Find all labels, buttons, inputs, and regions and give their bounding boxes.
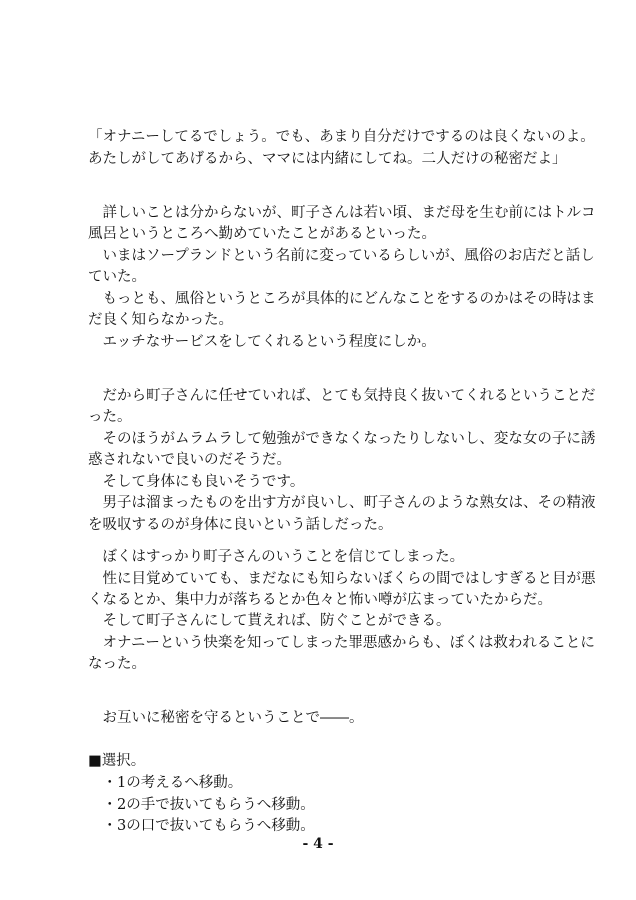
text-line: そして町子さんにして貰えれば、防ぐことができる。: [88, 613, 451, 629]
text-line: あたしがしてあげるから、ママには内緒にしてね。二人だけの秘密だよ」: [88, 151, 567, 167]
text-line: お互いに秘密を守るということで――。: [88, 710, 364, 726]
text-line: 詳しいことは分からないが、町子さんは若い頃、まだ母を生む前にはトルコ: [88, 205, 596, 221]
text-line: オナニーという快楽を知ってしまった罪悪感からも、ぼくは救われることに: [88, 635, 595, 651]
text-line: くなるとか、集中力が落ちるとか色々と怖い噂が広まっていたからだ。: [88, 592, 552, 608]
text-line: 「オナニーしてるでしょう。でも、あまり自分だけでするのは良くないのよ。: [88, 129, 595, 145]
text-line: そのほうがムラムラして勉強ができなくなったりしないし、変な女の子に誘: [88, 431, 596, 447]
text-line: 風呂というところへ勤めていたことがあるといった。: [88, 226, 436, 242]
text-line: だ良く知らなかった。: [88, 312, 233, 328]
text-line: だから町子さんに任せていれば、とても気持良く抜いてくれるということだ: [88, 388, 596, 404]
text-line: ていた。: [88, 269, 146, 285]
text-line: 男子は溜まったものを出す方が良いし、町子さんのような熟女は、その精液: [88, 495, 596, 511]
text-line: いまはソープランドという名前に変っているらしいが、風俗のお店だと話し: [88, 248, 595, 264]
text-line: もっとも、風俗というところが具体的にどんなことをするのかはその時はま: [88, 291, 596, 307]
text-line: なった。: [88, 656, 146, 672]
page-number: - 4 -: [302, 836, 334, 852]
text-line: エッチなサービスをしてくれるという程度にしか。: [88, 334, 436, 350]
text-line: 惑されないで良いのだそうだ。: [88, 452, 291, 468]
text-line: そして身体にも良いそうです。: [88, 474, 305, 490]
choice-item: ・3の口で抜いてもらうへ移動。: [88, 818, 315, 834]
text-line: 性に目覚めていても、まだなにも知らないぼくらの間ではしすぎると目が悪: [88, 571, 596, 587]
choice-heading: ■選択。: [88, 753, 146, 769]
choice-item: ・1の考えるへ移動。: [88, 775, 243, 791]
text-line: ぼくはすっかり町子さんのいうことを信じてしまった。: [88, 549, 465, 565]
text-line: った。: [88, 409, 132, 425]
text-line: を吸収するのが身体に良いという話しだった。: [88, 517, 393, 533]
choice-item: ・2の手で抜いてもらうへ移動。: [88, 797, 315, 813]
